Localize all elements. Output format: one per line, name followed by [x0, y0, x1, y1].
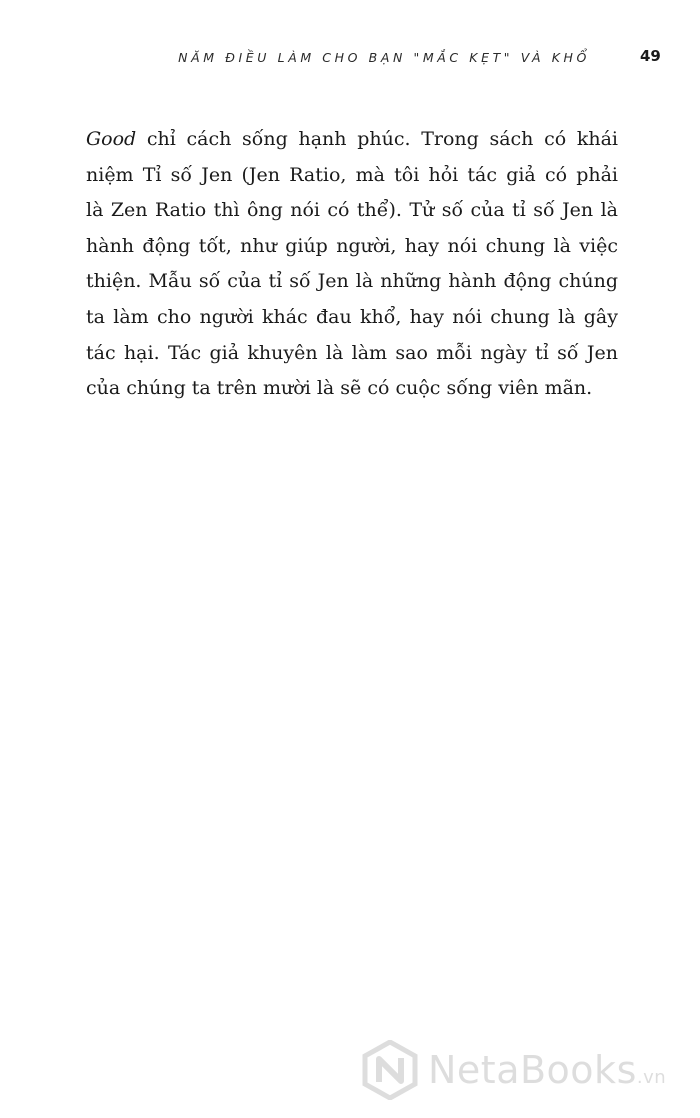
book-title-italic: Good — [86, 128, 137, 150]
text-line-1: Good chỉ cách sống hạnh phúc. Trong sách có khái — [86, 128, 618, 150]
text-line-8: của chúng ta trên mười là sẽ có cuộc sống viên mãn. — [86, 377, 593, 400]
text-line-7: tác hại. Tác giả khuyên là làm sao mỗi ngày tỉ số Jen — [86, 341, 618, 364]
watermark — [362, 1040, 682, 1100]
watermark-brand: NetaBooks.vn — [428, 1048, 667, 1092]
text-line-2: niệm Tỉ số Jen (Jen Ratio, mà tôi hỏi tác giả có phải — [86, 163, 618, 186]
netabooks-logo-icon — [362, 1040, 418, 1100]
body-paragraph — [86, 122, 618, 407]
text-line-6: ta làm cho người khác đau khổ, hay nói chung là gây — [86, 305, 618, 328]
running-header — [178, 50, 590, 65]
text-line-4: hành động tốt, như giúp người, hay nói chung là việc — [86, 234, 618, 257]
page-number-label: 49 — [640, 47, 661, 65]
running-title: NĂM ĐIỀU LÀM CHO BẠN "MẮC KẸT" VÀ KHỔ — [178, 50, 590, 65]
text-line-5: thiện. Mẫu số của tỉ số Jen là những hành động chúng — [86, 270, 618, 293]
text-line-3: là Zen Ratio thì ông nói có thể). Tử số của tỉ số Jen là — [86, 199, 618, 222]
